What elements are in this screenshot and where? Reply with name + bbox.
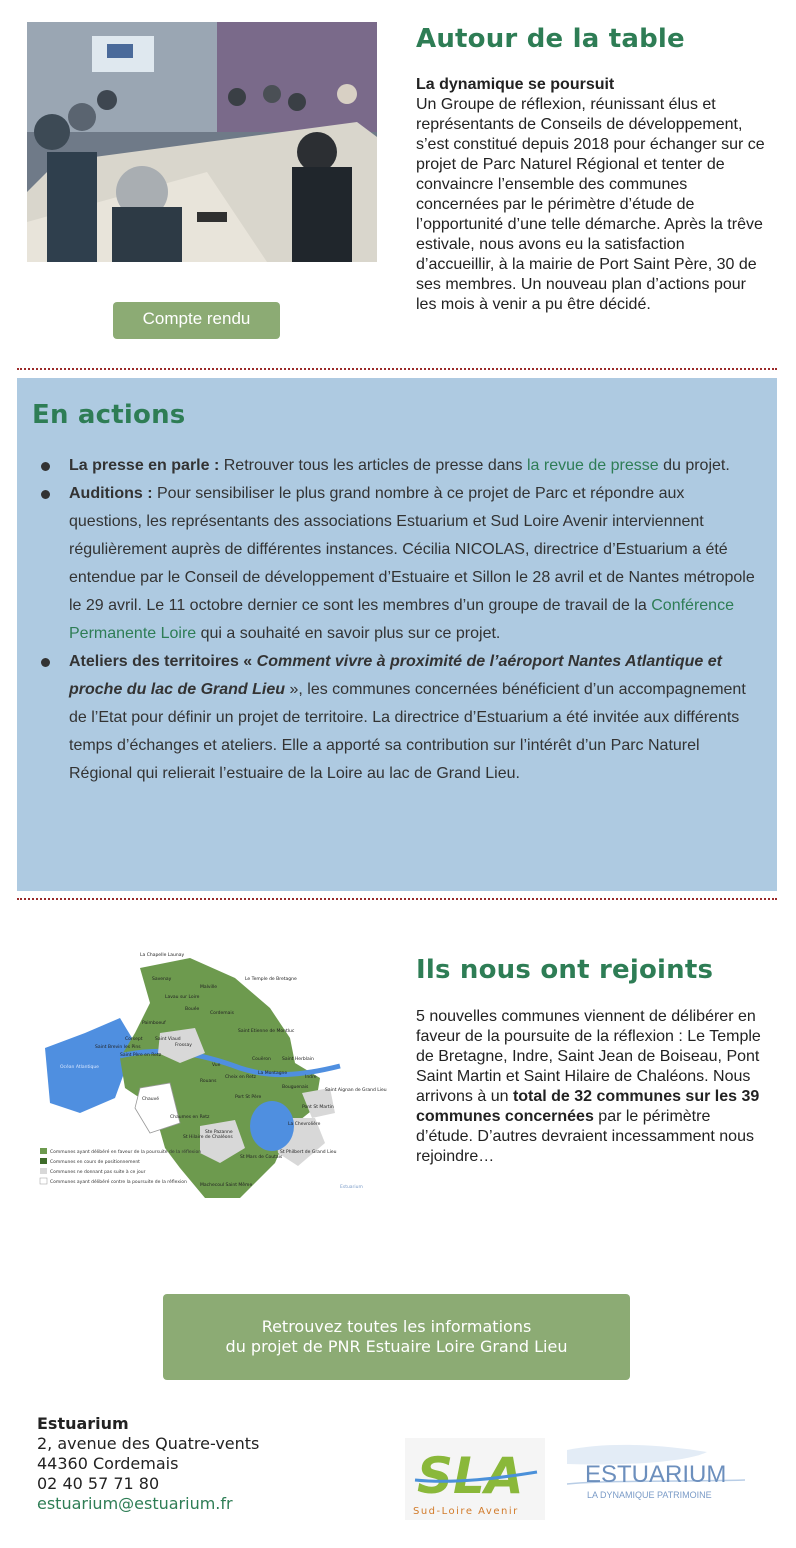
label-map-logo: Estuarium (340, 1185, 363, 1190)
label-st-hilaire: St Hilaire de Chaléons (183, 1135, 233, 1140)
label-cordemais: Cordemais (210, 1011, 235, 1016)
auditions-text-a: Pour sensibiliser le plus grand nombre à ce projet de Parc et répondre aux questions, les représentants des associations Estuarium et Sud Loire Avenir interviennent régulièrement auprès de différentes instances. Cécilia NICOLAS, directrice d’Estuarium a été entendue par le Conseil de développement d’Estuaire et Sillon le 28 avril et de Nantes métropole le 29 avril. Le 11 octobre dernier ce sont les membres d’un groupe de travail de la (69, 485, 755, 614)
label-chauve: Chauvé (142, 1097, 160, 1102)
legend-3: Communes ne donnant pas suite à ce jour (50, 1170, 146, 1175)
footer-name: Estuarium (37, 1414, 129, 1433)
label-malville: Malville (200, 985, 218, 990)
rejoints-text-a: 5 nouvelles communes viennent de délibérer en faveur de la poursuite de la réflexion : Le Temple de Bretagne, Indre, Saint Jean de Boiseau, Pont Saint Martin et Saint Hilaire de Chaléons. Nous arrivons à un (416, 1008, 761, 1105)
label-corsept: Corsept (125, 1037, 143, 1042)
label-pont-st-martin: Pont St Martin (302, 1105, 334, 1110)
label-paimboeuf: Paimboeuf (142, 1021, 166, 1026)
legend-1: Communes ayant délibéré en faveur de la poursuite de la réflexion (50, 1150, 202, 1155)
auditions-text-b: qui a souhaité en savoir plus sur ce projet. (196, 625, 501, 642)
label-ste-pazanne: Ste Pazanne (205, 1130, 233, 1135)
pnr-info-button[interactable] (163, 1294, 630, 1380)
label-la-chapelle: La Chapelle Launay (140, 953, 185, 958)
sla-tagline: Sud-Loire Avenir (413, 1506, 519, 1517)
label-st-viaud: Saint Viaud (155, 1037, 181, 1042)
autour-title: Autour de la table (416, 24, 685, 54)
conference-permanente-loire-link[interactable]: Conférence Permanente Loire (69, 597, 734, 642)
rejoints-bold: total de 32 communes sur les 39 communes concernées (416, 1088, 760, 1125)
label-machecoul: Machecoul Saint Même (200, 1183, 253, 1188)
meeting-illustration (27, 22, 377, 262)
footer-address-1: 2, avenue des Quatre-vents (37, 1434, 260, 1453)
label-la-montagne: La Montagne (258, 1071, 288, 1076)
label-cheix: Cheix en Retz (225, 1075, 256, 1080)
bullet-icon (41, 658, 50, 667)
label-st-herblain: Saint Herblain (282, 1057, 314, 1062)
label-st-mars: St Mars de Coutais (240, 1155, 283, 1160)
meeting-photo (27, 22, 377, 262)
autour-body (416, 75, 766, 315)
auditions-lead: Auditions : (69, 485, 153, 502)
cta-line-2: du projet de PNR Estuaire Loire Grand Lieu (225, 1337, 568, 1356)
ateliers-lead-italic: Comment vivre à proximité de l’aéroport Nantes Atlantique et proche du lac de Grand Lieu (69, 653, 722, 698)
revue-de-presse-link[interactable]: la revue de presse (527, 457, 659, 474)
bullet-icon (41, 462, 50, 471)
footer-address-2: 44360 Cordemais (37, 1454, 179, 1473)
actions-list (17, 452, 757, 788)
list-item-presse (17, 452, 757, 480)
presse-lead: La presse en parle : (69, 457, 220, 474)
label-vue: Vue (212, 1063, 221, 1068)
cta-line-1: Retrouvez toutes les informations (261, 1317, 532, 1336)
label-la-chevroliere: La Chevrolière (288, 1122, 321, 1127)
footer-phone: 02 40 57 71 80 (37, 1474, 160, 1493)
label-savenay: Savenay (152, 977, 172, 982)
label-st-aignan: Saint Aignan de Grand Lieu (325, 1088, 387, 1093)
label-le-temple: Le Temple de Bretagne (245, 977, 297, 982)
autour-subtitle: La dynamique se poursuit (416, 76, 615, 93)
list-item-auditions (17, 480, 757, 648)
rejoints-title: Ils nous ont rejoints (416, 955, 714, 985)
bullet-icon (41, 490, 50, 499)
ateliers-text: », les communes concernées bénéficient d’un accompagnement de l’Etat pour définir un projet de territoire. La directrice d’Estuarium a été invitée aux différents temps d’échanges et ateliers. Elle a apporté sa contribution sur l’intérêt d’un Parc Naturel Régional qui relierait l’estuaire de la Loire au lac de Grand Lieu. (69, 681, 746, 782)
divider-2 (17, 898, 777, 900)
compte-rendu-button[interactable]: Compte rendu (113, 302, 280, 339)
actions-panel (17, 378, 777, 891)
label-chaumes: Chaumes en Retz (170, 1115, 210, 1120)
label-st-philbert: St Philbert de Grand Lieu (280, 1150, 337, 1155)
actions-title: En actions (32, 400, 186, 430)
estuarium-logo-svg (567, 1440, 747, 1512)
label-ocean: Océan Atlantique (60, 1065, 99, 1070)
rejoints-text-b: par le périmètre d’étude. D’autres devraient incessamment nous rejoindre… (416, 1108, 754, 1165)
communes-map-svg (40, 948, 387, 1208)
list-item-ateliers (17, 648, 757, 788)
label-rouans: Rouans (200, 1079, 217, 1084)
presse-text-a: Retrouver tous les articles de presse dans (219, 457, 527, 474)
autour-paragraph: Un Groupe de réflexion, réunissant élus et représentants de Conseils de développement, s’est constitué depuis 2018 pour échanger sur ce projet de Parc Naturel Régional et tenter de convaincre l’ensemble des communes concernées par le périmètre d’étude de l’opportunité d’une telle démarche. Après la trêve estivale, nous avons eu la satisfaction d’accueillir, à la mairie de Port Saint Père, 30 de ses membres. Un nouveau plan d’actions pour les mois à venir a pu être décidé. (416, 96, 765, 313)
ateliers-lead: Ateliers des territoires « (69, 653, 257, 670)
legend-2: Communes en cours de positionnement (50, 1160, 140, 1165)
label-port-st-pere: Port St Père (235, 1095, 262, 1100)
label-bouee: Bouée (185, 1007, 200, 1012)
divider-1 (17, 368, 777, 370)
label-frossay: Frossay (175, 1043, 192, 1048)
legend-4: Communes ayant délibéré contre la poursuite de la réflexion (50, 1180, 187, 1185)
label-bouguenais: Bouguenais (282, 1085, 309, 1090)
label-lavau: Lavau sur Loire (165, 995, 200, 1000)
estuarium-tagline: LA DYNAMIQUE PATRIMOINE (587, 1490, 712, 1500)
label-st-brevin: Saint Brevin les Pins (95, 1045, 141, 1050)
label-st-etienne: Saint Etienne de Montluc (238, 1029, 295, 1034)
label-indre: Indre (305, 1075, 317, 1080)
footer-email-link[interactable]: estuarium@estuarium.fr (37, 1494, 233, 1513)
sla-logo-svg (405, 1438, 545, 1520)
footer-contact (37, 1414, 367, 1514)
rejoints-body (416, 1007, 766, 1167)
sla-logo[interactable] (405, 1438, 545, 1520)
label-coueron: Couëron (252, 1057, 271, 1062)
sla-logo-letters: SLA (417, 1447, 524, 1505)
label-st-pere: Saint Père en Retz (120, 1053, 162, 1058)
estuarium-logo-letters: ESTUARIUM (585, 1461, 727, 1488)
estuarium-logo[interactable] (567, 1440, 747, 1512)
communes-map (40, 948, 387, 1208)
presse-text-b: du projet. (658, 457, 730, 474)
